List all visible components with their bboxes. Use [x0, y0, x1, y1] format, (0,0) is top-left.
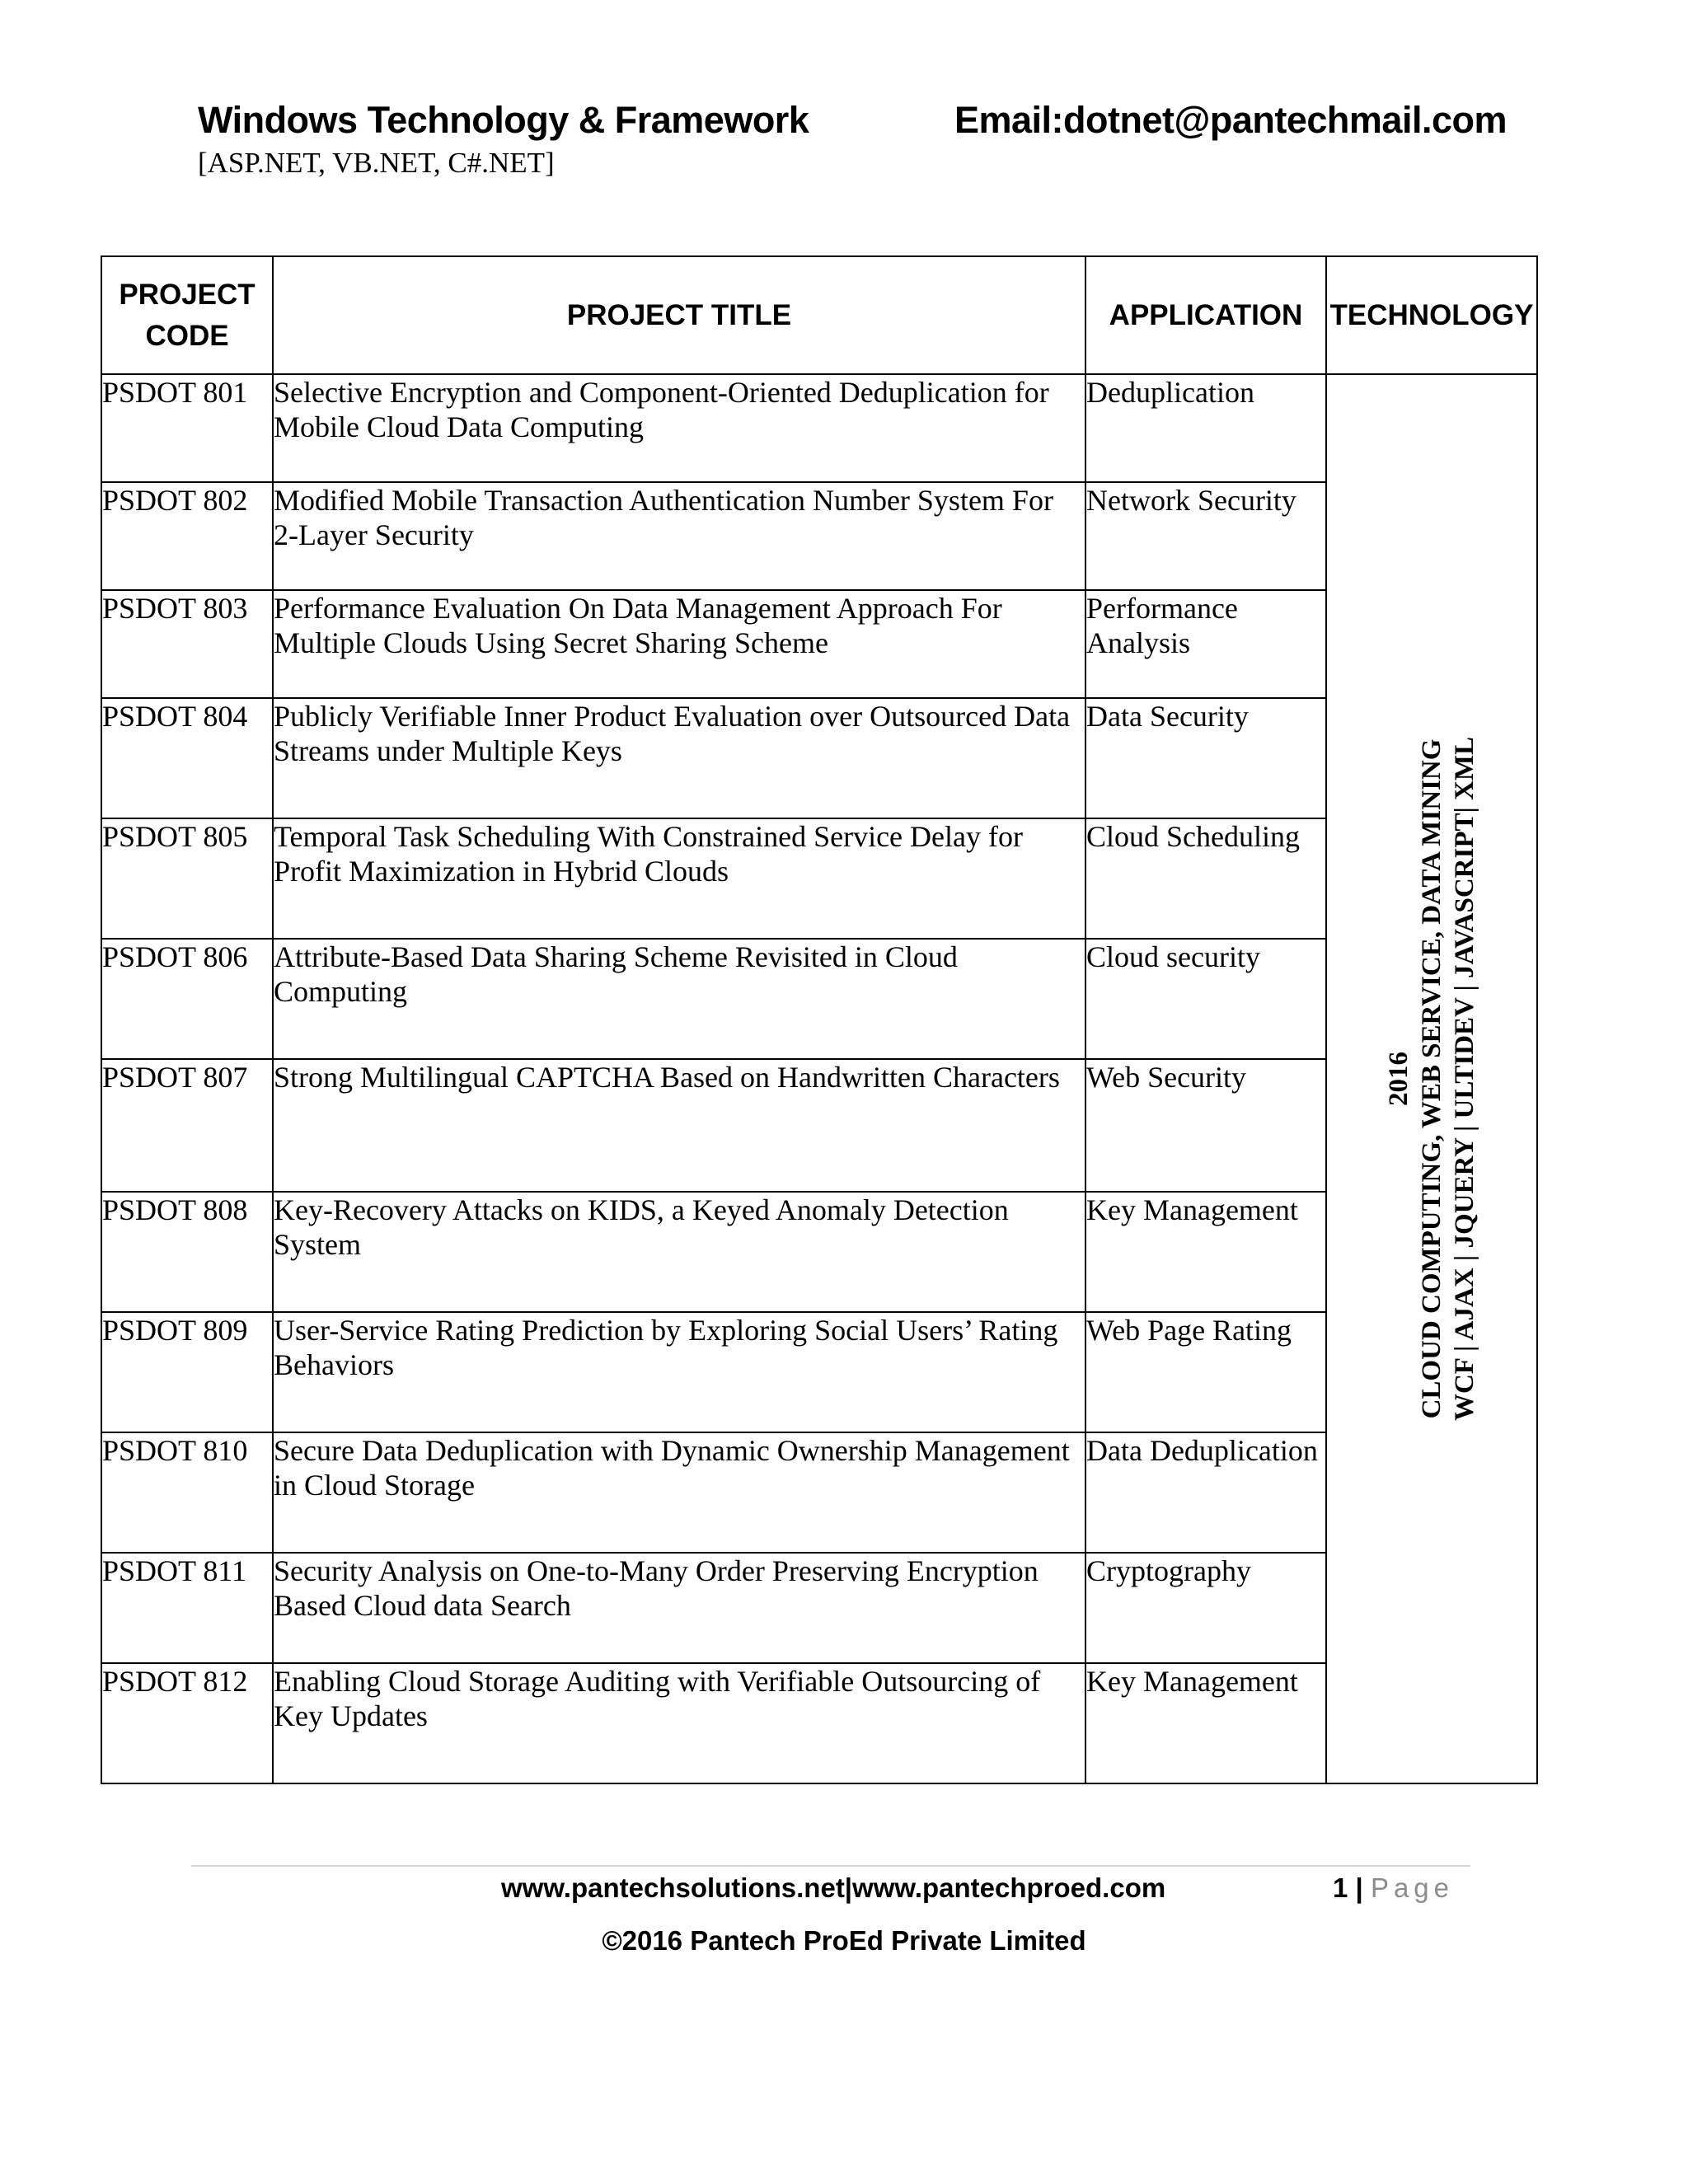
table-row	[101, 482, 1537, 590]
document-title: Windows Technology & Framework	[198, 99, 809, 141]
table-row	[101, 590, 1537, 698]
header-technology: TECHNOLOGY	[1326, 256, 1537, 374]
project-title: Selective Encryption and Component-Oriented Deduplication for Mobile Cloud Data Computing	[273, 374, 1085, 482]
table-row	[101, 1059, 1537, 1192]
project-code: PSDOT 809	[101, 1312, 273, 1432]
technology-cell	[1326, 374, 1537, 1783]
table-row	[101, 1432, 1537, 1553]
project-title: Key-Recovery Attacks on KIDS, a Keyed Anomaly Detection System	[273, 1192, 1085, 1312]
project-application: Data Deduplication	[1085, 1432, 1326, 1553]
project-application: Web Security	[1085, 1059, 1326, 1192]
header-project-title: PROJECT TITLE	[273, 256, 1085, 374]
table-row	[101, 1553, 1537, 1663]
header-application: APPLICATION	[1085, 256, 1326, 374]
project-code: PSDOT 805	[101, 818, 273, 939]
project-code: PSDOT 803	[101, 590, 273, 698]
page-number	[1333, 1872, 1454, 1904]
project-code: PSDOT 802	[101, 482, 273, 590]
project-title: Publicly Verifiable Inner Product Evaluation over Outsourced Data Streams under Multiple Keys	[273, 698, 1085, 818]
footer-website-links: www.pantechsolutions.net|www.pantechproed.com	[501, 1872, 1166, 1903]
project-title: Security Analysis on One-to-Many Order Preserving Encryption Based Cloud data Search	[273, 1553, 1085, 1663]
project-application: Deduplication	[1085, 374, 1326, 482]
project-code: PSDOT 811	[101, 1553, 273, 1663]
page-number-separator: |	[1355, 1872, 1363, 1903]
header-project-code	[101, 256, 273, 374]
footer-copyright: ©2016 Pantech ProEd Private Limited	[602, 1925, 1086, 1956]
technology-text	[1382, 724, 1481, 1433]
project-application: Network Security	[1085, 482, 1326, 590]
technology-domains: CLOUD COMPUTING, WEB SERVICE, DATA MINING	[1417, 738, 1447, 1419]
page-label: Page	[1370, 1872, 1455, 1903]
project-code: PSDOT 808	[101, 1192, 273, 1312]
project-title: Temporal Task Scheduling With Constrained Service Delay for Profit Maximization in Hybrid Clouds	[273, 818, 1085, 939]
project-code: PSDOT 806	[101, 939, 273, 1059]
table-row	[101, 939, 1537, 1059]
project-application: Key Management	[1085, 1663, 1326, 1783]
technology-stack: WCF | AJAX | JQUERY | ULTIDEV | JAVASCRIPT| XML	[1450, 736, 1479, 1422]
project-application: Performance Analysis	[1085, 590, 1326, 698]
projects-table	[101, 255, 1538, 1784]
project-code: PSDOT 804	[101, 698, 273, 818]
project-title: Attribute-Based Data Sharing Scheme Revisited in Cloud Computing	[273, 939, 1085, 1059]
header-project-code-line2: CODE	[145, 319, 229, 352]
project-application: Web Page Rating	[1085, 1312, 1326, 1432]
project-application: Key Management	[1085, 1192, 1326, 1312]
project-title: Strong Multilingual CAPTCHA Based on Handwritten Characters	[273, 1059, 1085, 1192]
table-header-row	[101, 256, 1537, 374]
project-title: User-Service Rating Prediction by Exploring Social Users’ Rating Behaviors	[273, 1312, 1085, 1432]
project-title: Performance Evaluation On Data Management Approach For Multiple Clouds Using Secret Sharing Scheme	[273, 590, 1085, 698]
table-row	[101, 1192, 1537, 1312]
project-title: Enabling Cloud Storage Auditing with Verifiable Outsourcing of Key Updates	[273, 1663, 1085, 1783]
project-code: PSDOT 812	[101, 1663, 273, 1783]
page-number-value: 1	[1333, 1872, 1348, 1903]
table-row	[101, 1312, 1537, 1432]
table-row	[101, 698, 1537, 818]
project-application: Cryptography	[1085, 1553, 1326, 1663]
table-row	[101, 374, 1537, 482]
project-title: Secure Data Deduplication with Dynamic Ownership Management in Cloud Storage	[273, 1432, 1085, 1553]
project-title: Modified Mobile Transaction Authentication Number System For 2-Layer Security	[273, 482, 1085, 590]
project-code: PSDOT 801	[101, 374, 273, 482]
project-application: Data Security	[1085, 698, 1326, 818]
project-application: Cloud security	[1085, 939, 1326, 1059]
technology-year: 2016	[1384, 1052, 1414, 1106]
table-row	[101, 1663, 1537, 1783]
project-application: Cloud Scheduling	[1085, 818, 1326, 939]
footer-divider	[191, 1865, 1470, 1867]
table-row	[101, 818, 1537, 939]
document-subtitle: [ASP.NET, VB.NET, C#.NET]	[198, 147, 555, 179]
contact-email: Email:dotnet@pantechmail.com	[954, 99, 1507, 141]
project-code: PSDOT 807	[101, 1059, 273, 1192]
header-project-code-line1: PROJECT	[119, 278, 256, 311]
project-code: PSDOT 810	[101, 1432, 273, 1553]
